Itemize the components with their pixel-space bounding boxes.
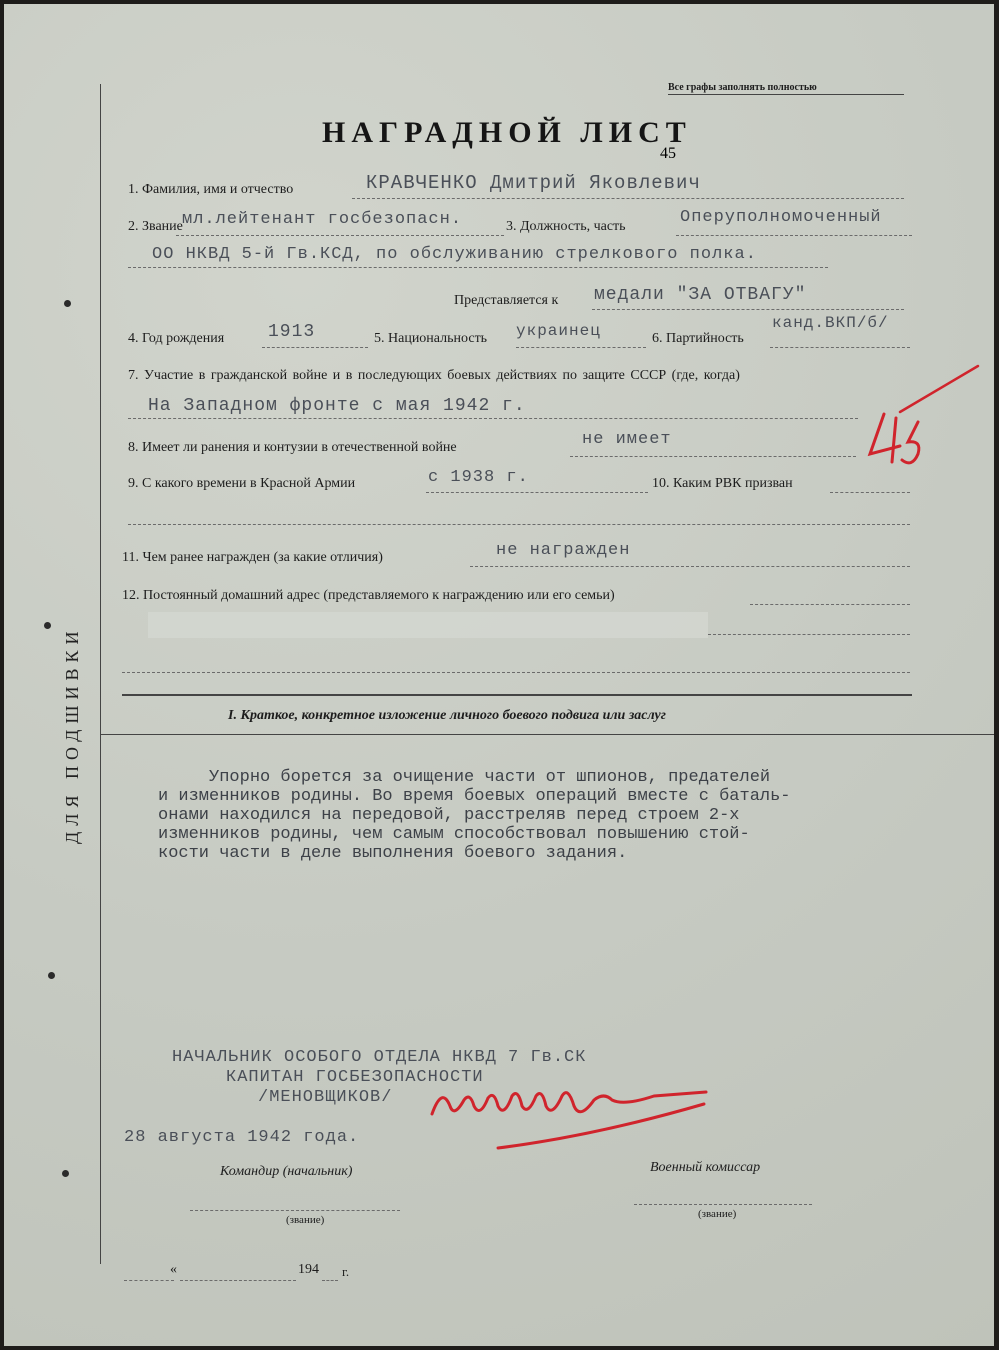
field-2-value: мл.лейтенант госбезопасн.: [182, 210, 463, 229]
commissar-label: Военный комиссар: [650, 1160, 761, 1175]
field-2-line: [176, 235, 504, 236]
body-line-4: изменников родины, чем самым способствовал повышению стой-: [158, 825, 750, 844]
commander-rank-line: [190, 1210, 400, 1211]
binding-margin-line: [100, 84, 101, 1264]
header-underline: [668, 94, 904, 95]
field-3-label: 3. Должность, часть: [506, 219, 626, 234]
binding-label: ДЛЯ ПОДШИВКИ: [62, 625, 82, 844]
body-line-2: и изменников родины. Во время боевых операций вместе с баталь-: [158, 787, 791, 806]
field-7-value: На Западном фронте с мая 1942 г.: [148, 396, 526, 416]
field-1-value: КРАВЧЕНКО Дмитрий Яковлевич: [366, 172, 701, 194]
presented-value: медали "ЗА ОТВАГУ": [594, 285, 807, 305]
field-3-value-a: Оперуполномоченный: [680, 208, 882, 227]
field-5-value: украинец: [516, 322, 601, 340]
award-sheet: [4, 4, 994, 1346]
field-4-label: 4. Год рождения: [128, 331, 225, 346]
field-1-line: [352, 198, 904, 199]
binding-hole: [44, 622, 51, 629]
field-10-label: 10. Каким РВК призван: [652, 476, 793, 491]
date-line-day: [124, 1280, 174, 1281]
field-6-label: 6. Партийность: [652, 331, 744, 346]
field-7-line: [128, 418, 858, 419]
field-10-line-2: [128, 524, 910, 525]
signature-name: /МЕНОВЩИКОВ/: [258, 1088, 393, 1107]
field-4-line: [262, 347, 368, 348]
signature-rank: КАПИТАН ГОСБЕЗОПАСНОСТИ: [226, 1068, 484, 1087]
red-ink-signature: [424, 1066, 724, 1156]
field-4-value: 1913: [268, 322, 316, 342]
document-title: НАГРАДНОЙ ЛИСТ: [322, 116, 692, 149]
binding-hole: [64, 300, 71, 307]
field-11-label: 11. Чем ранее награжден (за какие отличия): [122, 550, 383, 565]
binding-hole: [48, 972, 55, 979]
signature-position: НАЧАЛЬНИК ОСОБОГО ОТДЕЛА НКВД 7 Гв.СК: [172, 1048, 587, 1067]
header-note: Все графы заполнять полностью: [668, 82, 817, 93]
field-8-line: [570, 456, 856, 457]
field-12-line-3: [122, 672, 910, 673]
commander-label: Командир (начальник): [220, 1164, 353, 1179]
field-9-line: [426, 492, 648, 493]
section-top-rule: [122, 694, 912, 696]
field-11-value: не награжден: [496, 541, 631, 560]
field-8-label: 8. Имеет ли ранения и контузии в отечественной войне: [128, 440, 457, 455]
presented-line: [592, 309, 904, 310]
field-2-label: 2. Звание: [128, 219, 183, 234]
commissar-rank-line: [634, 1204, 812, 1205]
date-year: 194: [298, 1262, 319, 1277]
signature-date: 28 августа 1942 года.: [124, 1128, 360, 1147]
body-line-3: онами находился на передовой, расстреляв перед строем 2-х: [158, 806, 740, 825]
section-bottom-rule: [100, 734, 994, 735]
redacted-address: [148, 612, 708, 638]
field-7-label: 7. Участие в гражданской войне и в последующих боевых действиях по защите СССР (где, когда): [128, 368, 740, 383]
commander-rank-caption: (звание): [286, 1214, 325, 1226]
commissar-rank-caption: (звание): [698, 1208, 737, 1220]
field-3-line-b: [128, 267, 828, 268]
field-12-label: 12. Постоянный домашний адрес (представляемого к награждению или его семьи): [122, 588, 615, 603]
field-11-line: [470, 566, 910, 567]
field-12-line: [750, 604, 910, 605]
date-quote: «: [170, 1262, 177, 1277]
binding-hole: [62, 1170, 69, 1177]
field-1-label: 1. Фамилия, имя и отчество: [128, 182, 294, 197]
field-8-value: не имеет: [582, 430, 672, 449]
field-3-value-b: ОО НКВД 5-й Гв.КСД, по обслуживанию стрелкового полка.: [152, 245, 757, 264]
date-line-year: [322, 1280, 338, 1281]
section-title: I. Краткое, конкретное изложение личного боевого подвига или заслуг: [228, 708, 666, 723]
red-mark-text: 45: [660, 145, 676, 162]
body-line-1: Упорно борется за очищение части от шпионов, предателей: [158, 768, 771, 787]
field-10-line: [830, 492, 910, 493]
date-line-month: [180, 1280, 296, 1281]
presented-label: Представляется к: [454, 293, 559, 308]
field-9-label: 9. С какого времени в Красной Армии: [128, 476, 356, 491]
field-12-line-2: [708, 634, 910, 635]
field-9-value: с 1938 г.: [428, 468, 529, 487]
field-3-line-a: [676, 235, 912, 236]
body-line-5: кости части в деле выполнения боевого задания.: [158, 844, 628, 863]
field-6-value: канд.ВКП/б/: [772, 314, 889, 332]
date-g: г.: [342, 1264, 350, 1279]
field-6-line: [770, 347, 910, 348]
field-5-label: 5. Национальность: [374, 331, 488, 346]
field-5-line: [516, 347, 646, 348]
